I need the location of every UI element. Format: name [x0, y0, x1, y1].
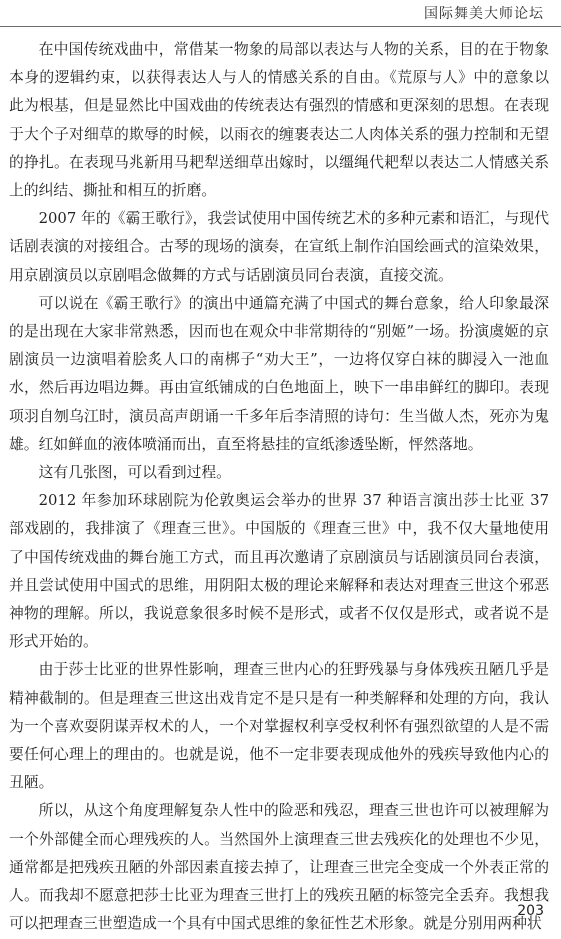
running-header-title: 国际舞美大师论坛 [424, 6, 544, 22]
header-divider [0, 26, 561, 27]
body-text [9, 36, 549, 939]
paragraph: 由于莎士比亚的世界性影响，理查三世内心的狂野残暴与身体残疾丑陋几乎是精神截制的。但是理查三世这出戏肯定不是只是有一种类解释和处理的方向，我认为一个喜欢耍阴谋弄权术的人，一个对掌握权利享受权利怀有强烈欲望的人是不需要任何心理上的理由的。也就是说，他不一定非要表现成他外的残疾导致他内心的丑陋。 [9, 661, 549, 792]
page-number: 203 [517, 903, 544, 919]
paragraph: 2012 年参加环球剧院为伦敦奥运会举办的世界 37 种语言演出莎士比亚 37 部戏剧的，我排演了《理查三世》。中国版的《理查三世》中，我不仅大量地使用了中国传统戏曲的舞台施工方式，而且再次邀请了京剧演员与话剧演员同台表演，并且尝试使用中国式的思维，用阴阳太极的理论来解释和表达对理查三世这个邪恶神物的理解。所以，我说意象很多时候不是形式，或者不仅仅是形式，或者说不是形式开始的。 [9, 492, 549, 651]
paragraph: 2007 年的《霸王歌行》，我尝试使用中国传统艺术的多种元素和语汇，与现代话剧表演的对接组合。古琴的现场的演奏，在宣纸上制作泊国绘画式的渲染效果，用京剧演员以京剧唱念做舞的方式与话剧演员同台表演，直接交流。 [9, 210, 549, 284]
paragraph: 所以，从这个角度理解复杂人性中的险恶和残忍，理查三世也许可以被理解为一个外部健全而心理残疾的人。当然国外上演理查三世去残疾化的处理也不少见，通常都是把残疾丑陋的外部因素直接去掉了，让理查三世完全变成一个外表正常的人。而我却不愿意把莎士比亚为理查三世打上的残疾丑陋的标签完全丢弃。我想我可以把理查三世塑造成一个具有中国式思维的象征性艺术形象。就是分别用两种状 [9, 802, 549, 933]
paragraph: 可以说在《霸王歌行》的演出中通篇充满了中国式的舞台意象，给人印象最深的是出现在大家非常熟悉，因而也在观众中非常期待的“别姬”一场。扮演虞姬的京剧演员一边演唱着脍炙人口的南梆子“劝大王”，一边将仅穿白袜的脚浸入一池血水，然后再边唱边舞。再由宣纸铺成的白色地面上，映下一串串鲜红的脚印。表现项羽自刎乌江时，演员高声朗诵一千多年后李清照的诗句：生当做人杰，死亦为鬼雄。红如鲜血的液体喷涌而出，直至将悬挂的宣纸渗透坠断，怦然落地。 [9, 294, 549, 453]
page-header [0, 0, 561, 22]
paragraph: 这有几张图，可以看到过程。 [38, 464, 231, 482]
paragraph: 在中国传统戏曲中，常借某一物象的局部以表达与人物的关系，目的在于物象本身的逻辑约束，以获得表达人与人的情感关系的自由。《荒原与人》中的意象以此为根基，但是显然比中国戏曲的传统表达有强烈的情感和更深刻的思想。在表现于大个子对细草的欺辱的时候，以雨衣的缠裹表达二人肉体关系的强力控制和无望的挣扎。在表现马兆新用马耙犁送细草出嫁时，以缰绳代耙犁以表达二人情感关系上的纠结、撕扯和相互的折磨。 [9, 41, 549, 200]
